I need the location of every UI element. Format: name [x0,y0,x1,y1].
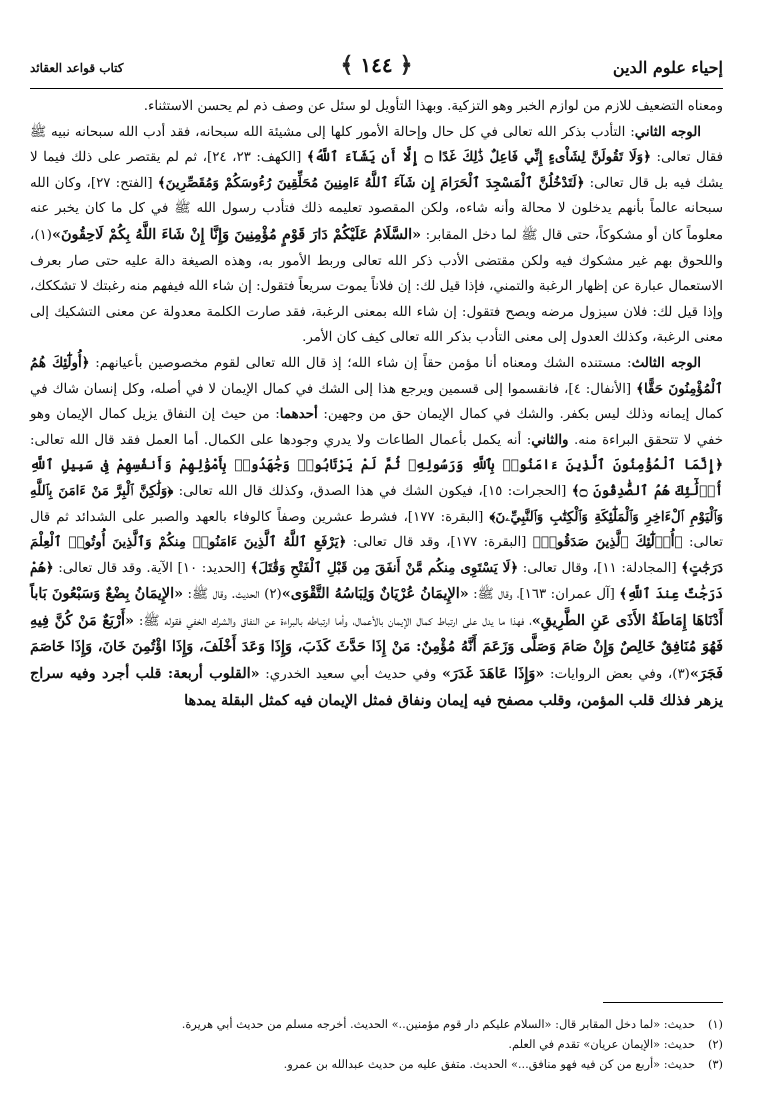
text-run: [الحديد: ١٠] الآية. وقد قال تعالى: [53,560,251,576]
hadith-quote: «أَرْبَعٌ مَنْ كُنَّ فِيهِ فَهُوَ مُنَافِقٌ خَالِصٌ وَإِنْ صَامَ وَصَلَّى وَزَعَمَ أَنَّهُ مُؤْمِنٌ: مَنْ إِذَا حَدَّثَ كَذَبَ، وَإِذَا وَعَدَ أَخْلَفَ، وَإِذَا اؤْتُمِنَ خَانَ، وَإِذَا خَاصَمَ فَجَرَ» [30,611,723,683]
footnote [30,1054,723,1074]
hadith-quote: «وَإِذَا عَاهَدَ غَدَرَ» [442,665,545,683]
text-run: (٣)، وفي بعض الروايات: [544,667,690,683]
footnote [30,1034,723,1054]
text-run: [آل عمران: ١٦٣]، وقال ﷺ: [468,587,620,603]
text-run: [البقرة: ١٧٧]، فشرط عشرين وصفاً كالوفاء بالعهد والصبر على الشدائد ثم قال تعالى: [30,509,723,551]
text-run: [الفتح: ٢٧]، وكان الله سبحانه عالماً بأنهم يدخلون لا محالة وأنه شاءه، ولكن المقصود تعليمه ذلك فتأدب رسول الله ﷺ في كل ما كان يخبر عنه معلوماً كان أو مشكوكاً، حتى قال ﷺ لما دخل المقابر: [30,175,723,243]
section-heading: الوجه الثالث [631,354,701,371]
footnotes [30,1014,723,1074]
text-run: [المجادلة: ١١]، وقال تعالى: [518,560,682,576]
quran-verse: ﴿وَلَٰكِنَّ ٱلْبِرَّ مَنْ ءَامَنَ بِٱللَّهِ وَٱلْيَوْمِ ٱلْءَاخِرِ وَٱلْمَلَٰٓئِكَةِ وَٱلْكِتَٰبِ وَٱلنَّبِيِّۦنَ﴾ [30,482,724,525]
text-run: : مستنده الشك ومعناه أنا مؤمن حقاً إن شاء الله؛ إذ قال الله تعالى لقوم مخصوصين بأعيانهم: [89,355,632,371]
text-run: [الحجرات: ١٥]، فيكون الشك في هذا الصدق، وكذلك قال الله تعالى: [173,483,572,499]
page-header [30,52,723,86]
book-title: إحياء علوم الدين [612,58,723,77]
hadith-quote: «الإِيمَانُ عُرْيَانٌ وَلِبَاسُهُ التَّقْوَى» [281,585,469,603]
quran-verse: ﴿أُو۟لَٰٓئِكَ ٱلَّذِينَ صَدَقُوا۟﴾ [532,534,683,551]
footnote-number: (١) [707,1017,723,1031]
text-run: (٢) الحديث. وقال ﷺ: [183,587,282,603]
quran-verse: ﴿وَلَا تَقُولَنَّ لِشَاْىءٍ إِنِّي فَاعِلٌ ذَٰلِكَ غَدًا ۝ إِلَّا أَن يَشَآءَ ٱللَّهُ﴾ [306,149,651,166]
hadith-quote: «السَّلَامُ عَلَيْكُمْ دَارَ قَوْمٍ مُؤْمِنِينَ وَإِنَّا إِنْ شَاءَ اللَّهُ بِكُمْ لَاحِقُونَ» [51,225,422,243]
text-run: [البقرة: ١٧٧]، وقد قال تعالى: [346,535,533,551]
hadith-quote: «الإِيمَانُ بِضْعٌ وَسَبْعُونَ بَاباً أَدْنَاهَا إِمَاطَةُ الأَذَى عَنِ الطَّرِيقِ» [30,585,723,629]
section-heading: الوجه الثاني [634,123,701,140]
text-run: : أنه يكمل بأعمال الطاعات ولا يدري وجودها على الكمال. أما العمل فقد قال الله تعالى: [30,432,532,448]
footnote-separator [603,1002,723,1003]
section-heading: والثاني [531,431,569,448]
quran-verse: ﴿لَتَدْخُلُنَّ ٱلْمَسْجِدَ ٱلْحَرَامَ إِن شَآءَ ٱللَّهُ ءَامِنِينَ مُحَلِّقِينَ رُءُوسَكُمْ وَمُقَصِّرِينَ﴾ [157,174,585,191]
quran-verse: ﴿إِنَّمَا ٱلْمُؤْمِنُونَ ٱلَّذِينَ ءَامَنُوا۟ بِٱللَّهِ وَرَسُولِهِۦ ثُمَّ لَمْ يَرْتَابُوا۟ وَجَٰهَدُوا۟ بِأَمْوَٰلِهِمْ وَأَنفُسِهِمْ فِى سَبِيلِ ٱللَّهِ أُو۟لَٰٓئِكَ هُمُ ٱلصَّٰدِقُونَ ۝﴾ [30,457,723,499]
text-run: : التأدب بذكر الله تعالى في كل حال وإحالة الأمور كلها إلى مشيئة الله سبحانه، فقد أدب الله سبحانه نبيه ﷺ فقال تعالى: [30,124,723,166]
quran-verse: ﴿لَا يَسْتَوِى مِنكُم مَّنْ أَنفَقَ مِن قَبْلِ ٱلْفَتْحِ وَقَٰتَلَ﴾ [250,559,519,576]
chapter-title: كتاب قواعد العقائد [30,61,124,75]
ornament-right-icon: ﴾ [340,52,354,78]
paragraph [30,94,723,120]
text-run: [الأنفال: ٤]، فانقسموا إلى قسمين ويرجع هذا إلى الشك في كمال الإيمان لا في أصله، وكل إنسان شاك في كمال إيمانه وذلك ليس بكفر. والشك في كمال الإيمان حق من وجهين: [30,381,723,423]
text-run: ومعناه التضعيف للازم من لوازم الخبر وهو التزكية. وبهذا التأويل لو سئل عن وصف ذم لم يحسن الاستثناء. [143,99,723,114]
footnote [30,1014,723,1034]
page-number: ١٤٤ [360,53,393,77]
quran-verse: ﴿هُمْ دَرَجَٰتٌ عِندَ ٱللَّهِ﴾ [30,559,724,603]
footnote-text: حديث: «الإيمان عريان» تقدم في العلم. [508,1037,695,1051]
hadith-quote: «القلوب أربعة: قلب أجرد وفيه سراج يزهر فذلك قلب المؤمن، وقلب مصفح فيه إيمان ونفاق فمثل الإيمان فيه كمثل البقلة يمدها [30,665,723,709]
quran-verse: ﴿أُولَٰٓئِكَ هُمُ ٱلْمُؤْمِنُونَ حَقًّا﴾ [30,354,723,397]
section-heading: أحدهما [279,406,318,423]
text-run: ، فهذا ما يدل على ارتباط كمال الإيمان بالأعمال، وأما ارتباطه بالبراءة عن النفاق والشرك الخفي فقوله ﷺ: [133,613,532,629]
footnote-number: (٣) [707,1057,723,1071]
footnote-text: حديث: «لما دخل المقابر قال: «السلام عليكم دار قوم مؤمنين..» الحديث. أخرجه مسلم من حديث أبي هريرة. [181,1017,695,1031]
text-run: [الكهف: ٢٣، ٢٤]، ثم لم يقتصر على ذلك فيما لا يشك فيه بل قال تعالى: [30,150,723,191]
main-text [30,94,723,714]
quran-verse: ﴿يَرْفَعِ ٱللَّهُ ٱلَّذِينَ ءَامَنُوا۟ مِنكُمْ وَٱلَّذِينَ أُوتُوا۟ ٱلْعِلْمَ دَرَجَٰتٍ﴾ [30,534,723,576]
paragraph [30,120,723,351]
footnote-text: حديث: «أربع من كن فيه فهو منافق...» الحديث. متفق عليه من حديث عبدالله بن عمرو. [283,1057,695,1071]
page-number-block [341,52,413,78]
header-rule [30,88,723,89]
paragraph [30,351,723,714]
footnote-number: (٢) [707,1037,723,1051]
text-run: وفي حديث أبي سعيد الخدري: [259,667,443,683]
text-run: : من حيث إن النفاق يزيل كمال الإيمان وهو خفي لا تتحقق البراءة منه. [30,407,723,448]
text-run: (١)، واللحوق بهم غير مشكوك فيه ولكن مقتضى الأدب ذكر الله تعالى وربط الأمور به، وهذه الصيغة دالة عليه حتى صار بعرف الاستعمال عبارة عن إظهار الرغبة والتمني، فإذا قيل لك: إن فلاناً يموت سريعاً فتقول: إن شاء الله فيفهم منه رغبتك لا تشككك، وإذا قيل لك: فلان سيزول مرضه ويصح فتقول: إن شاء الله بمعنى الرغبة، فقد صارت الكلمة معدولة عن معنى التشكيك إلى معنى الرغبة، وكذلك العدول إلى معنى التأدب بذكر الله تعالى كيف كان الأمر. [30,227,723,346]
ornament-left-icon: ﴿ [399,52,413,78]
